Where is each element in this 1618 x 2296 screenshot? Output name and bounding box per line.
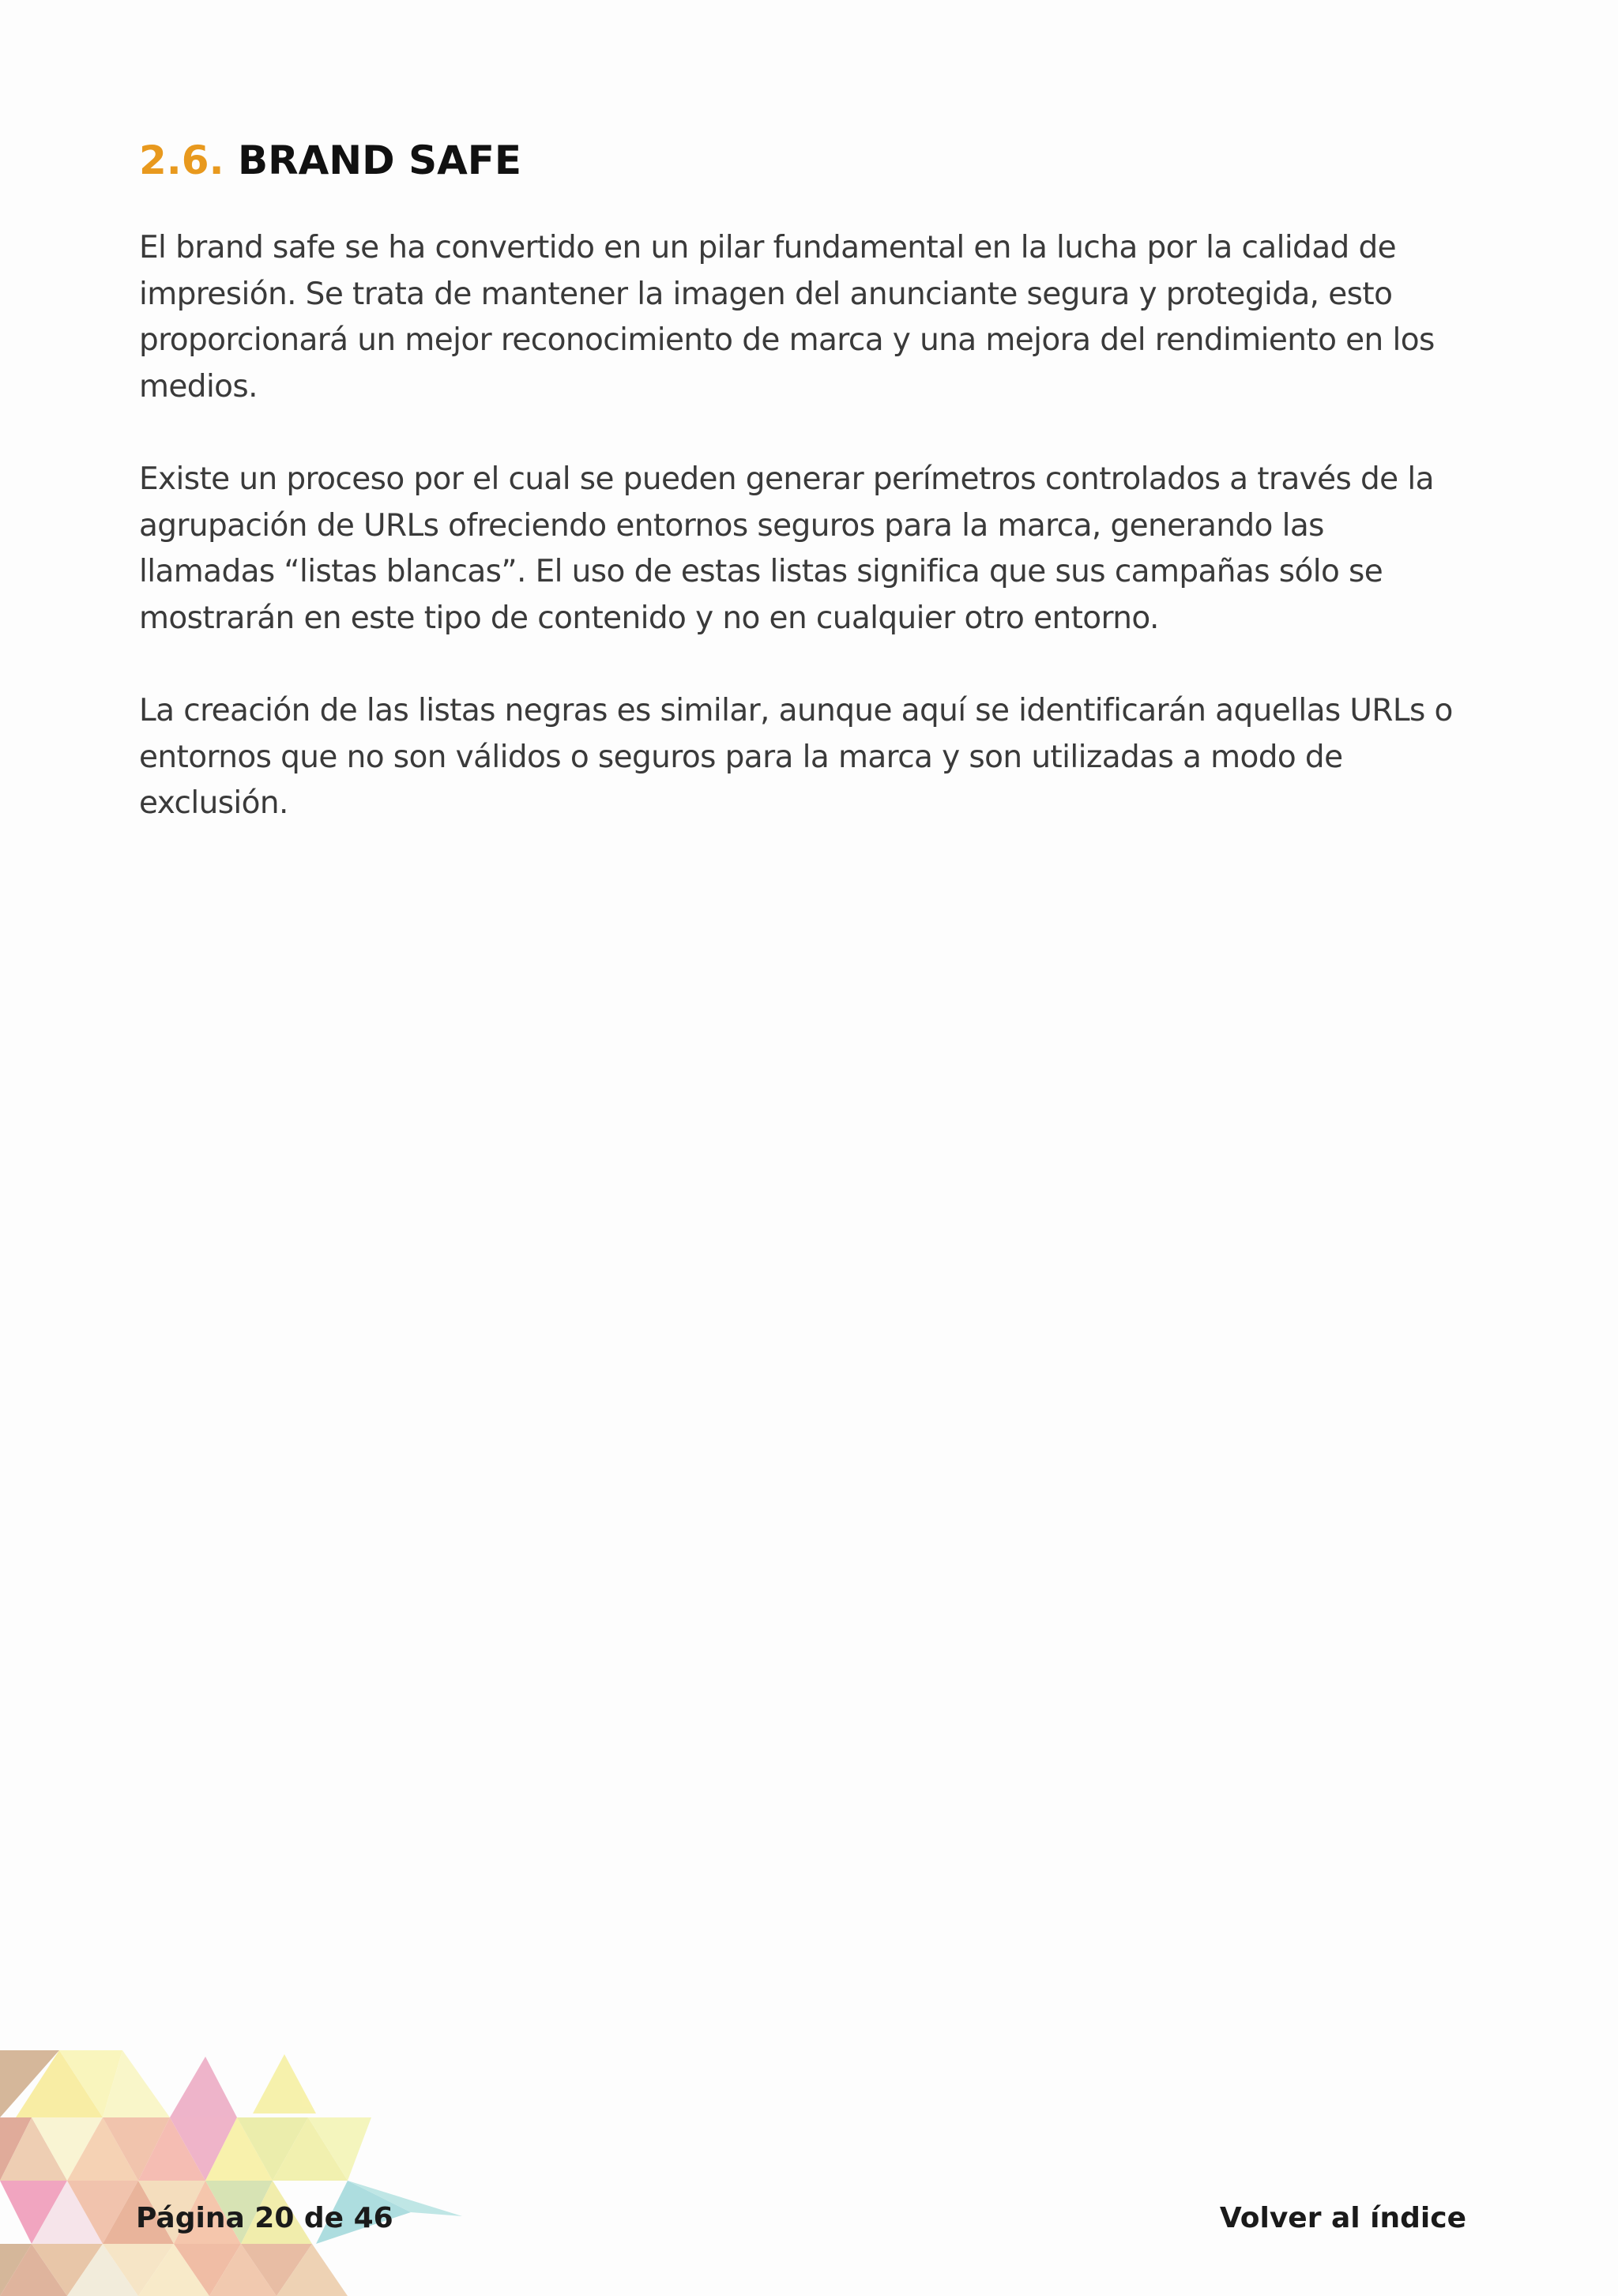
back-to-index-link[interactable]: Volver al índice (1219, 2202, 1466, 2234)
paragraph: El brand safe se ha convertido en un pilar fundamental en la lucha por la calidad de impresión. Se trata de mantener la imagen del anunciante segura y protegida, esto proporcionará un mejor reconocimiento de marca y una mejora del rendimiento en los medios. (139, 230, 1435, 405)
decorative-triangle-pattern (0, 2050, 474, 2296)
body-text (139, 225, 1466, 874)
section-title: BRAND SAFE (238, 137, 522, 183)
page-number: Página 20 de 46 (136, 2202, 393, 2234)
section-number: 2.6. (139, 137, 224, 183)
paragraph: La creación de las listas negras es similar, aunque aquí se identificarán aquellas URLs o entornos que no son válidos o seguros para la marca y son utilizadas a modo de exclusión. (139, 693, 1453, 821)
section-heading (139, 133, 521, 188)
paragraph: Existe un proceso por el cual se pueden generar perímetros controlados a través de la agrupación de URLs ofreciendo entornos seguros para la marca, generando las llamadas “listas blancas”. El uso de estas listas significa que sus campañas sólo se mostrarán en este tipo de contenido y no en cualquier otro entorno. (139, 461, 1434, 636)
